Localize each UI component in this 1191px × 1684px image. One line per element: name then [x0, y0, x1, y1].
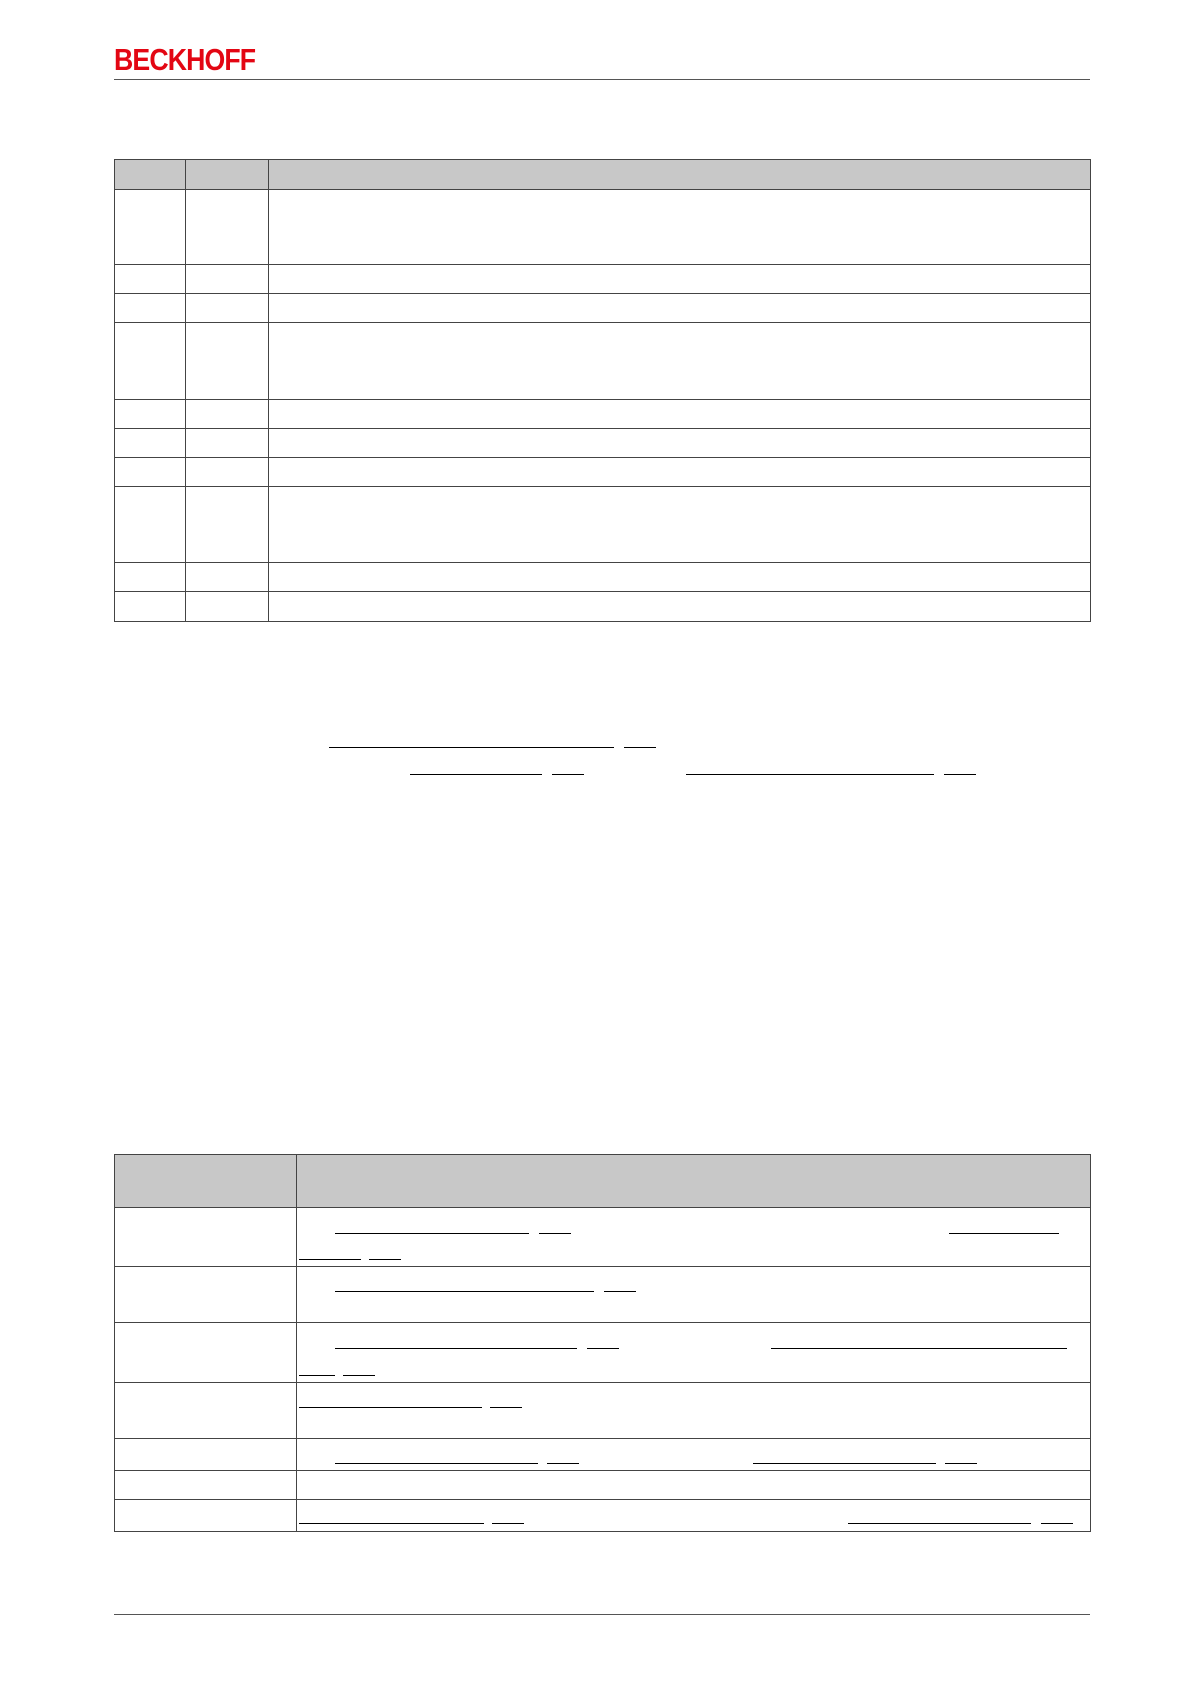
link-underline[interactable]	[410, 774, 542, 775]
link-page-underline[interactable]	[944, 774, 976, 775]
table-cell	[115, 592, 186, 622]
table-cell	[115, 1500, 297, 1532]
table-row	[115, 563, 1091, 592]
link-page-underline[interactable]	[492, 1523, 524, 1524]
link-underline[interactable]	[335, 1233, 529, 1234]
table-cell	[186, 487, 269, 563]
link-underline[interactable]	[949, 1233, 1059, 1234]
table-row	[115, 400, 1091, 429]
table-cell	[297, 1471, 1091, 1500]
table-row	[115, 265, 1091, 294]
table-row	[115, 323, 1091, 400]
header-cell	[269, 160, 1091, 190]
table-cell	[115, 1383, 297, 1439]
link-page-underline[interactable]	[539, 1233, 571, 1234]
header-rule	[114, 79, 1090, 80]
table-cell	[269, 190, 1091, 265]
table-cell	[297, 1439, 1091, 1471]
table-row	[115, 592, 1091, 622]
table-header-row	[115, 1155, 1091, 1208]
table-cell	[186, 400, 269, 429]
link-page-underline[interactable]	[369, 1259, 401, 1260]
table-row	[115, 1323, 1091, 1383]
table-cell	[186, 323, 269, 400]
header-cell	[186, 160, 269, 190]
table-header-row	[115, 160, 1091, 190]
table-cell	[186, 429, 269, 458]
table-cell	[269, 400, 1091, 429]
footer-rule	[114, 1614, 1090, 1615]
table-cell	[186, 294, 269, 323]
table-cell	[269, 458, 1091, 487]
header-cell	[115, 1155, 297, 1208]
link-page-underline[interactable]	[587, 1348, 619, 1349]
link-page-underline[interactable]	[343, 1375, 375, 1376]
table-cell	[269, 429, 1091, 458]
table-cell	[269, 592, 1091, 622]
link-page-underline[interactable]	[1041, 1523, 1073, 1524]
table-row	[115, 294, 1091, 323]
table-cell	[297, 1323, 1091, 1383]
table-lower	[114, 1154, 1091, 1532]
table-cell	[186, 563, 269, 592]
link-page-underline[interactable]	[624, 747, 656, 748]
table-cell	[115, 1439, 297, 1471]
table-cell	[186, 190, 269, 265]
table-cell	[269, 487, 1091, 563]
table-upper	[114, 159, 1091, 622]
table-cell	[186, 265, 269, 294]
table-cell	[115, 190, 186, 265]
table-cell	[186, 458, 269, 487]
table-cell	[115, 400, 186, 429]
table-row	[115, 1267, 1091, 1323]
link-underline[interactable]	[848, 1523, 1031, 1524]
table-cell	[115, 458, 186, 487]
table-cell	[115, 1471, 297, 1500]
link-page-underline[interactable]	[604, 1291, 636, 1292]
link-underline[interactable]	[299, 1523, 484, 1524]
link-page-underline[interactable]	[552, 774, 584, 775]
link-underline[interactable]	[771, 1348, 1067, 1349]
link-underline[interactable]	[335, 1291, 594, 1292]
link-underline[interactable]	[686, 774, 934, 775]
table-cell	[269, 265, 1091, 294]
table-row	[115, 1383, 1091, 1439]
table-cell	[115, 1267, 297, 1323]
table-cell	[115, 429, 186, 458]
table-cell	[115, 294, 186, 323]
table-cell	[115, 563, 186, 592]
table-cell	[297, 1208, 1091, 1267]
link-underline[interactable]	[335, 1348, 577, 1349]
link-underline[interactable]	[753, 1463, 936, 1464]
header-cell	[297, 1155, 1091, 1208]
table-cell	[115, 265, 186, 294]
table-row	[115, 1471, 1091, 1500]
table-cell	[115, 1323, 297, 1383]
table-cell	[186, 592, 269, 622]
header-cell	[115, 160, 186, 190]
table-cell	[297, 1383, 1091, 1439]
link-underline[interactable]	[299, 1375, 335, 1376]
table-row	[115, 458, 1091, 487]
table-cell	[269, 563, 1091, 592]
table-cell	[115, 1208, 297, 1267]
table-cell	[269, 323, 1091, 400]
table-cell	[115, 323, 186, 400]
link-underline[interactable]	[299, 1407, 482, 1408]
table-row	[115, 1500, 1091, 1532]
link-page-underline[interactable]	[490, 1407, 522, 1408]
table-cell	[297, 1500, 1091, 1532]
table-cell	[115, 487, 186, 563]
link-underline[interactable]	[335, 1463, 538, 1464]
link-underline[interactable]	[299, 1259, 361, 1260]
table-cell	[297, 1267, 1091, 1323]
table-row	[115, 1208, 1091, 1267]
table-row	[115, 429, 1091, 458]
link-page-underline[interactable]	[547, 1463, 579, 1464]
link-page-underline[interactable]	[945, 1463, 977, 1464]
table-row	[115, 487, 1091, 563]
table-cell	[269, 294, 1091, 323]
link-underline[interactable]	[329, 747, 614, 748]
table-row	[115, 190, 1091, 265]
table-row	[115, 1439, 1091, 1471]
beckhoff-logo: BECKHOFF	[114, 42, 256, 77]
